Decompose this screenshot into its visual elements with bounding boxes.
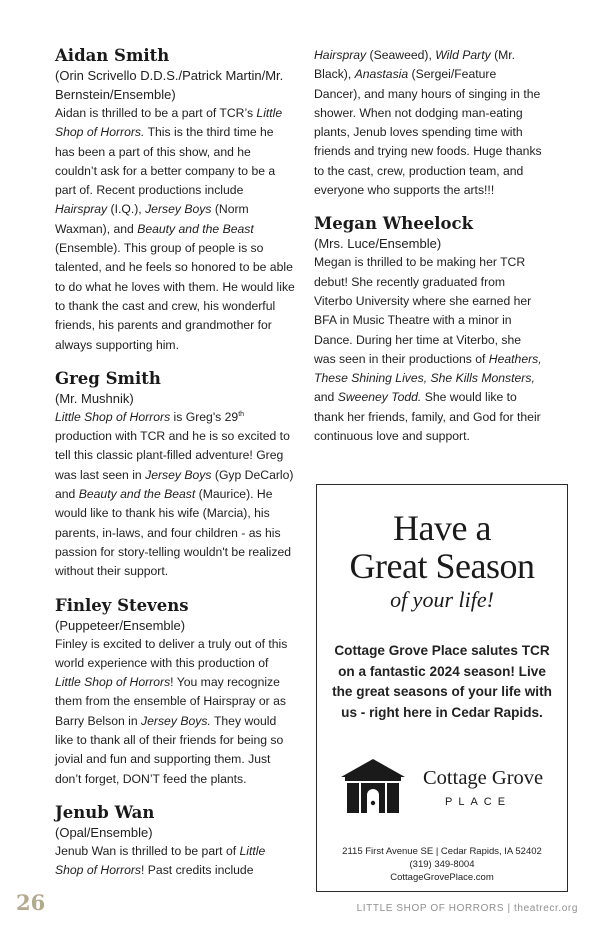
bio-role: (Mr. Mushnik)	[55, 390, 134, 406]
bio-role: (Orin Scrivello D.D.S./Patrick Martin/Mr. Bernstein/Ensemble)	[55, 68, 284, 102]
ad-address: 2115 First Avenue SE | Cedar Rapids, IA 52402	[342, 846, 542, 857]
logo-wordmark: Cottage Grove	[423, 767, 544, 789]
bio-text-title: Wild Party	[435, 48, 491, 62]
cottage-grove-ad	[316, 484, 568, 892]
bio-text-segment: Finley is excited to deliver a truly out of this world experience with this production of	[55, 636, 288, 670]
bio-text-title: Sweeney Todd.	[337, 390, 422, 405]
bio-text	[314, 253, 546, 446]
ad-body-text: Cottage Grove Place salutes TCR on a fantastic 2024 season! Live the great seasons of your life with us - right here in Cedar Rapids.	[332, 643, 552, 720]
bio-text-segment: (Sergei/Feature Dancer), and many hours of singing in the shower. When not dodging man-eating plants, Jenub loves spending time with friends and trying new foods. Huge thanks to the cast, crew, production team, and everyone who supports the arts!!!	[314, 67, 542, 198]
bio-entry	[55, 46, 295, 355]
ad-headline-line-2: Great Season	[349, 546, 535, 586]
ad-contact-info	[317, 845, 567, 884]
bio-text-segment: (Mr. Black),	[314, 48, 516, 82]
bio-text-segment: Jenub Wan is thrilled to be part of	[55, 843, 240, 858]
bio-text-segment: ! You may recognize them from the ensemble of Hairspray or as Barry Belson in	[55, 675, 286, 728]
bio-text-title: Hairspray	[314, 48, 367, 62]
bio-name: Greg Smith	[55, 368, 161, 388]
house-logo-icon	[337, 755, 409, 815]
cottage-grove-logo	[337, 751, 549, 813]
bio-text-segment: (Maurice). He would like to thank his wife (Marcia), his parents, in-laws, and four children - as his passion for story-telling wouldn't be realized without their support.	[55, 487, 292, 579]
bio-role: (Puppeteer/Ensemble)	[55, 617, 186, 633]
bio-text-title: Little Shop of Horrors	[55, 409, 171, 424]
bio-name: Finley Stevens	[55, 595, 189, 615]
bio-role: (Mrs. Luce/Ensemble)	[314, 236, 442, 252]
bio-entry	[55, 803, 295, 881]
bio-entry	[314, 46, 546, 200]
bio-text-segment: and	[314, 390, 338, 405]
ad-website: CottageGrovePlace.com	[390, 872, 494, 883]
ad-subheadline: of your life!	[390, 587, 494, 612]
bio-name: Megan Wheelock	[314, 214, 474, 234]
bio-text-title: Beauty and the Beast	[137, 221, 254, 236]
bio-text-segment: Aidan is thrilled to be a part of TCR’s	[55, 106, 257, 120]
bio-text-segment: ! Past credits include	[141, 863, 254, 878]
bio-text-segment: She would like to thank her friends, family, and God for their continuous love and support.	[314, 390, 541, 444]
logo-subtitle: PLACE	[445, 796, 512, 808]
bio-text-title: Little Shop of Horrors.	[55, 106, 283, 140]
bio-text-title: Beauty and the Beast	[78, 487, 196, 502]
bio-text	[55, 408, 295, 582]
bio-role: (Opal/Ensemble)	[55, 824, 153, 840]
bio-text-title: Jersey Boys.	[141, 713, 211, 728]
bio-entry	[55, 596, 295, 789]
bio-text-segment: production with TCR and he is so excited to tell this classic plant-filled adventure! Greg was last seen in	[55, 429, 290, 482]
bio-text-title: Heathers, These Shining Lives, She Kills Monsters,	[314, 351, 542, 386]
bio-name: Aidan Smith	[55, 46, 170, 65]
bio-text-title: Jersey Boys	[145, 202, 212, 217]
bio-text-segment: is Greg's 29	[170, 409, 239, 424]
bio-text	[55, 635, 295, 789]
bio-text-title: Jersey Boys	[145, 467, 212, 482]
bio-text	[314, 46, 546, 200]
bio-text-segment: Megan is thrilled to be making her TCR debut! She recently graduated from Viterbo University where she earned her BFA in Music Theatre with a minor in Dance. During her time at Viterbo, she was seen in their productions of	[314, 255, 532, 366]
bio-entry	[55, 369, 295, 582]
bio-text-segment: (Ensemble). This group of people is so talented, and he feels so honored to be able to do what he loves with them. He would like to thank the cast and crew, his wonderful friends, his parents and grandmother for always supporting him.	[55, 241, 295, 352]
bio-entry	[314, 214, 546, 446]
bio-text-segment: (Seaweed),	[366, 48, 436, 62]
bio-text-title: Little Shop of Horrors	[55, 843, 266, 878]
ad-phone: (319) 349-8004	[409, 859, 475, 870]
bio-text-segment: (I.Q.),	[107, 202, 146, 217]
bio-text-segment: th	[238, 410, 245, 418]
left-column	[55, 46, 295, 895]
bio-text-segment: They would like to thank all of their friends for being so jovial and fun and supporting them. Just don’t forget, DON’T feed the plants.	[55, 713, 284, 786]
right-column	[314, 46, 546, 460]
ad-headline	[317, 509, 567, 585]
bio-text-title: Hairspray	[55, 202, 108, 217]
bio-text-segment: This is the third time he has been a part of this show, and he couldn’t ask for a better company to be a part of. Recent productions include	[55, 125, 276, 198]
ad-headline-line-1: Have a	[393, 508, 491, 548]
page-number: 26	[16, 890, 46, 915]
bio-text-title: Anastasia	[354, 67, 409, 82]
bio-name: Jenub Wan	[55, 802, 155, 822]
bio-text	[55, 842, 295, 881]
footer-title: LITTLE SHOP OF HORRORS | theatrecr.org	[356, 903, 578, 914]
bio-text	[55, 104, 295, 355]
bio-text-segment: (Norm Waxman), and	[55, 202, 249, 236]
bio-text-segment: (Gyp DeCarlo) and	[55, 467, 294, 502]
bio-text-title: Little Shop of Horrors	[55, 675, 171, 690]
